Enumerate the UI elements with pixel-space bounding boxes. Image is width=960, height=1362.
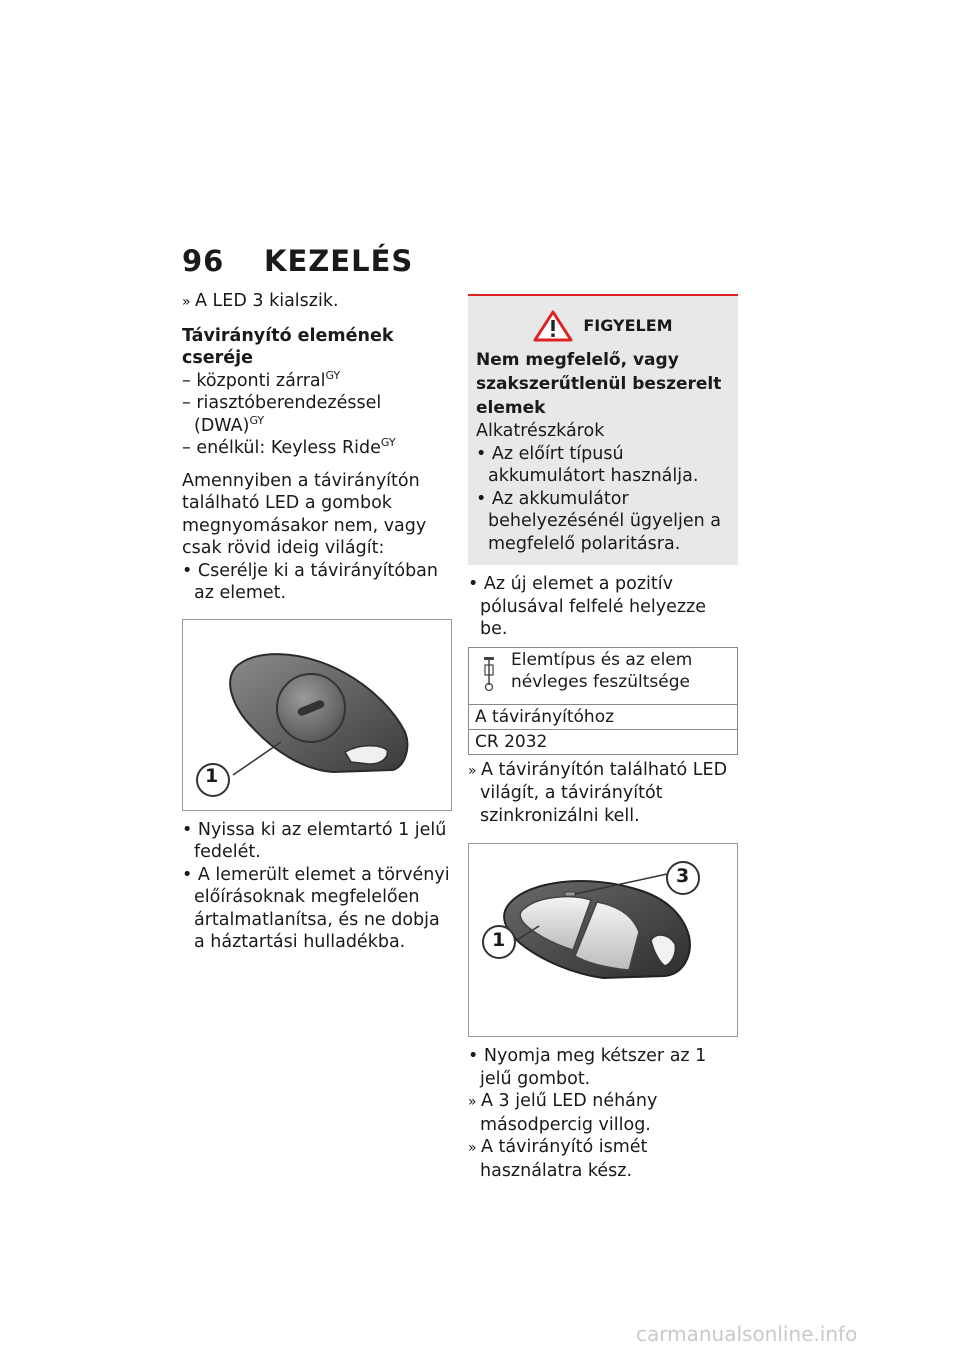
spec-value-row — [469, 729, 738, 754]
chapter-title: KEZELÉS — [264, 244, 414, 278]
key-fob-front-figure — [468, 843, 738, 1037]
step-dispose-battery: • A lemerült elemet a törvényi előírásoknak megfelelően ártalmatlanítsa, és ne dobja a háztartási hulladékba. — [182, 864, 452, 954]
warning-item-type: • Az előírt típusú akkumulátort használja. — [476, 443, 730, 488]
warning-triangle-icon — [533, 310, 573, 342]
spec-row-label: A távirányítóhoz — [469, 704, 738, 729]
section-heading: Távirányító elemének cseréje — [182, 325, 394, 368]
left-column — [182, 290, 452, 954]
battery-spec-table — [468, 647, 738, 755]
intro-text: Amennyiben a távirányítón található LED a gombok megnyomásakor nem, vagy csak rövid ideig világít: — [182, 470, 427, 558]
warning-header — [476, 304, 730, 348]
step-insert-battery: • Az új elemet a pozitív pólusával felfelé helyezze be. — [468, 573, 738, 641]
variant-alarm: – riasztóberendezéssel (DWA)$^{GY}$ — [182, 392, 452, 437]
led-off-result: » A LED 3 kialszik. — [182, 290, 452, 314]
led-blink-result: » A 3 jelű LED néhány másodpercig villog. — [468, 1090, 738, 1136]
warning-box — [468, 294, 738, 565]
step-press-button: • Nyomja meg kétszer az 1 jelű gombot. — [468, 1045, 738, 1090]
spec-header-text: Elemtípus és az elem névleges feszültsége — [511, 649, 693, 692]
key-fob-back-figure — [182, 619, 452, 811]
page-number: 96 — [182, 244, 225, 278]
step-open-cover: • Nyissa ki az elemtartó 1 jelű fedelét. — [182, 819, 452, 864]
callout-1: 1 — [492, 929, 506, 951]
callout-3: 3 — [676, 865, 690, 887]
variant-keyless: – enélkül: Keyless Ride$^{GY}$ — [182, 437, 452, 460]
battery-icon — [475, 651, 505, 695]
warning-item-polarity: • Az akkumulátor behelyezésénél ügyeljen a megfelelő polaritásra. — [476, 488, 730, 556]
page-header — [182, 244, 413, 278]
footer-watermark: carmanualsonline.info — [636, 1322, 858, 1346]
variant-central-lock: – központi zárral$^{GY}$ — [182, 370, 452, 393]
warning-consequence: Alkatrészkárok — [476, 421, 605, 441]
spec-header-row — [469, 647, 738, 704]
warning-label: FIGYELEM — [583, 315, 673, 335]
right-column — [468, 294, 738, 1182]
callout-1: 1 — [205, 764, 219, 787]
step-replace-battery: • Cserélje ki a távirányítóban az elemet. — [182, 560, 452, 605]
spec-label-row — [469, 704, 738, 729]
ready-result: » A távirányító ismét használatra kész. — [468, 1136, 738, 1182]
key-fob-back-illustration — [183, 620, 451, 810]
spec-row-value: CR 2032 — [469, 729, 738, 754]
warning-title: Nem megfelelő, vagy szakszerűtlenül beszerelt elemek — [476, 350, 722, 418]
key-fob-front-illustration — [469, 844, 737, 1036]
sync-note: » A távirányítón található LED világít, a távirányítót szinkronizálni kell. — [468, 759, 738, 828]
